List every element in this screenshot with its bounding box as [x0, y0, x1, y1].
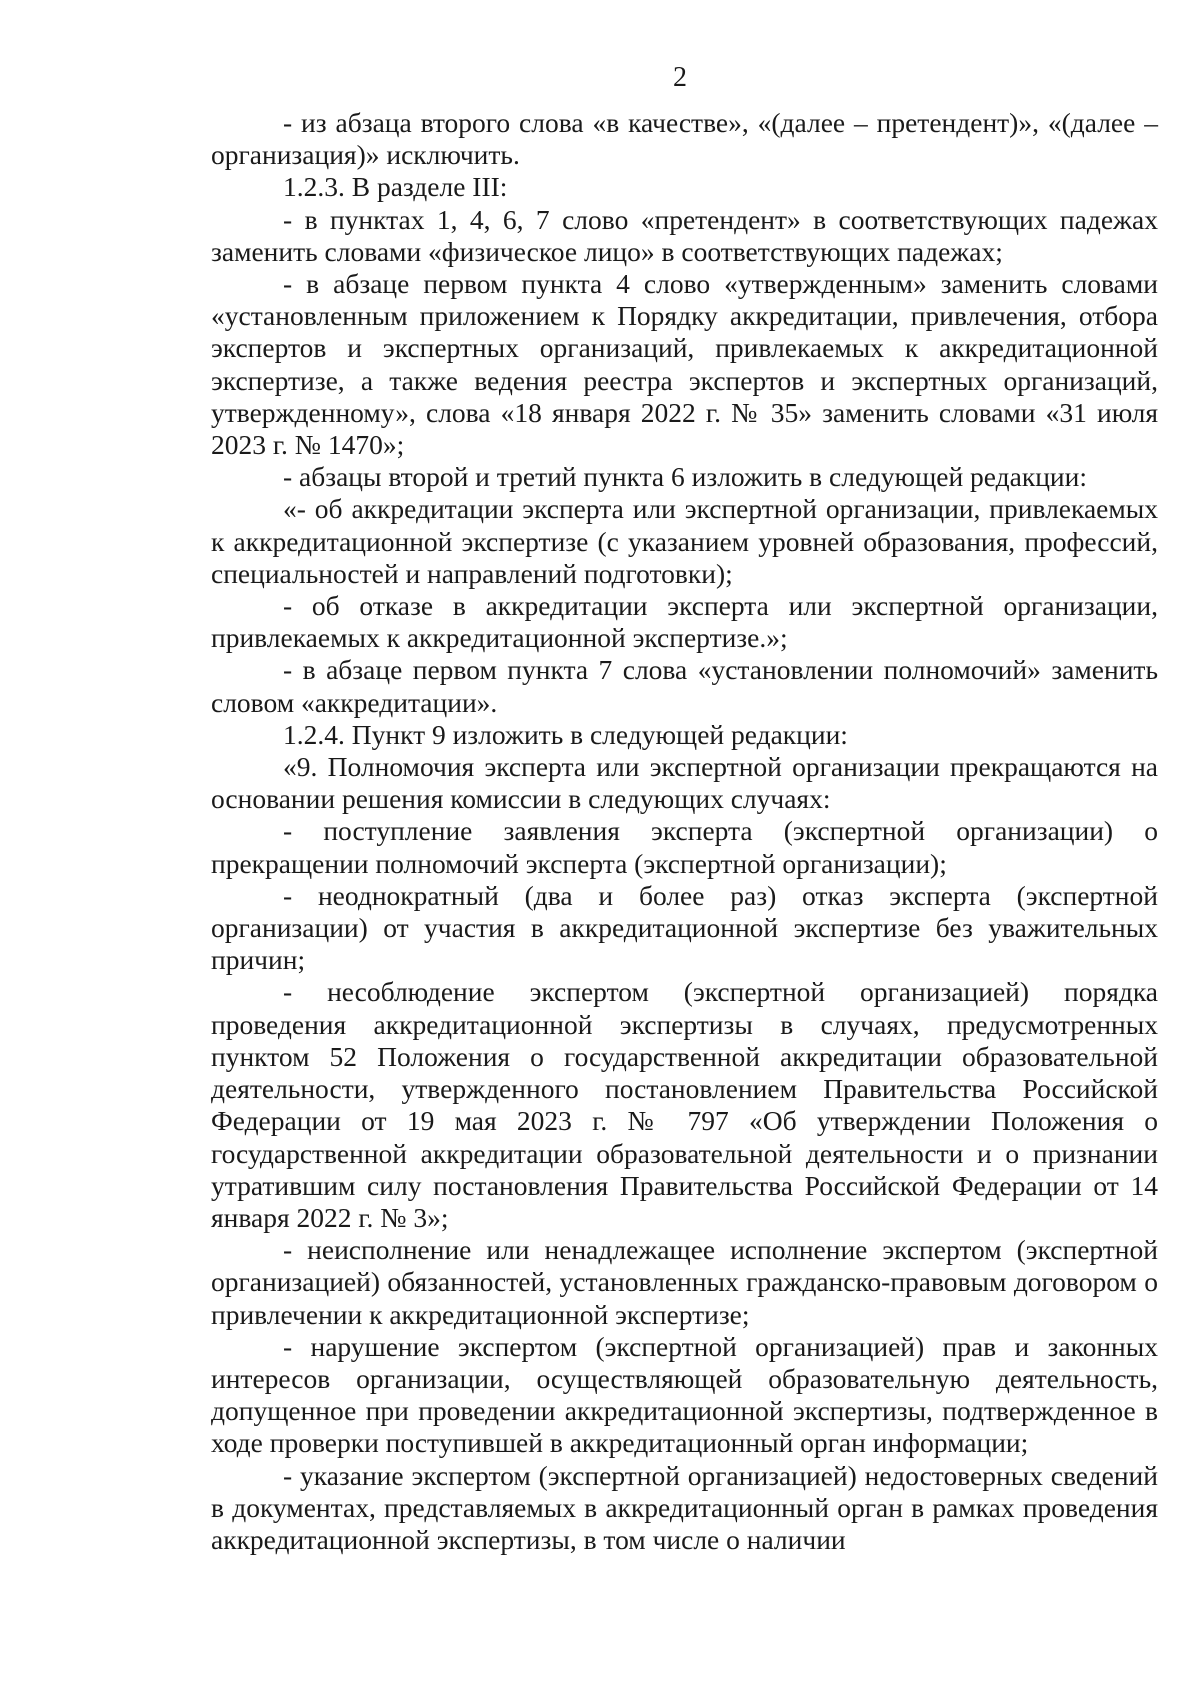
page-number: 2	[673, 62, 687, 93]
quoted-paragraph: «- об аккредитации эксперта или экспертной организации, привлекаемых к аккредитационной экспертизе (с указанием уровней образования, профессий, специальностей и направлений подготовки);	[211, 493, 1158, 589]
section-heading: 1.2.4. Пункт 9 изложить в следующей редакции:	[283, 718, 848, 750]
paragraph: - в пунктах 1, 4, 6, 7 слово «претендент» в соответствующих падежах заменить словами «физическое лицо» в соответствующих падежах;	[211, 203, 1158, 267]
list-item: - нарушение экспертом (экспертной организацией) прав и законных интересов организации, осуществляющей образовательную деятельность, допущенное при проведении аккредитационной экспертизы, подтвержденное в ходе проверки поступившей в аккредитационный орган информации;	[211, 1330, 1158, 1459]
list-item: - несоблюдение экспертом (экспертной организацией) порядка проведения аккредитационной экспертизы в случаях, предусмотренных пунктом 52 Положения о государственной аккредитации образовательной деятельности, утвержденного постановлением Правительства Российской Федерации от 19 мая 2023 г. № 797 «Об утверждении Положения о государственной аккредитации образовательной деятельности и о признании утратившим силу постановления Правительства Российской Федерации от 14 января 2022 г. № 3»;	[211, 976, 1158, 1233]
quoted-paragraph: «9. Полномочия эксперта или экспертной организации прекращаются на основании решения комиссии в следующих случаях:	[211, 751, 1158, 815]
section-heading: 1.2.3. В разделе III:	[283, 171, 508, 203]
list-item: - указание экспертом (экспертной организацией) недостоверных сведений в документах, представляемых в аккредитационный орган в рамках проведения аккредитационной экспертизы, в том числе о наличии	[211, 1459, 1158, 1555]
list-item: - неисполнение или ненадлежащее исполнение экспертом (экспертной организацией) обязанностей, установленных гражданско-правовым договором о привлечении к аккредитационной экспертизе;	[211, 1234, 1158, 1330]
paragraph: - абзацы второй и третий пункта 6 изложить в следующей редакции:	[283, 461, 1087, 493]
paragraph: - в абзаце первом пункта 7 слова «установлении полномочий» заменить словом «аккредитации».	[211, 654, 1158, 718]
paragraph: - в абзаце первом пункта 4 слово «утвержденным» заменить словами «установленным приложением к Порядку аккредитации, привлечения, отбора экспертов и экспертных организаций, привлекаемых к аккредитационной экспертизе, а также ведения реестра экспертов и экспертных организаций, утвержденному», слова «18 января 2022 г. № 35» заменить словами «31 июля 2023 г. № 1470»;	[211, 268, 1158, 461]
list-item: - неоднократный (два и более раз) отказ эксперта (экспертной организации) от участия в аккредитационной экспертизе без уважительных причин;	[211, 879, 1158, 976]
list-item: - поступление заявления эксперта (экспертной организации) о прекращении полномочий эксперта (экспертной организации);	[211, 815, 1158, 879]
quoted-paragraph: - об отказе в аккредитации эксперта или экспертной организации, привлекаемых к аккредитационной экспертизе.»;	[211, 590, 1158, 654]
document-body	[211, 107, 1158, 1556]
paragraph: - из абзаца второго слова «в качестве», «(далее – претендент)», «(далее – организация)» исключить.	[211, 107, 1158, 171]
